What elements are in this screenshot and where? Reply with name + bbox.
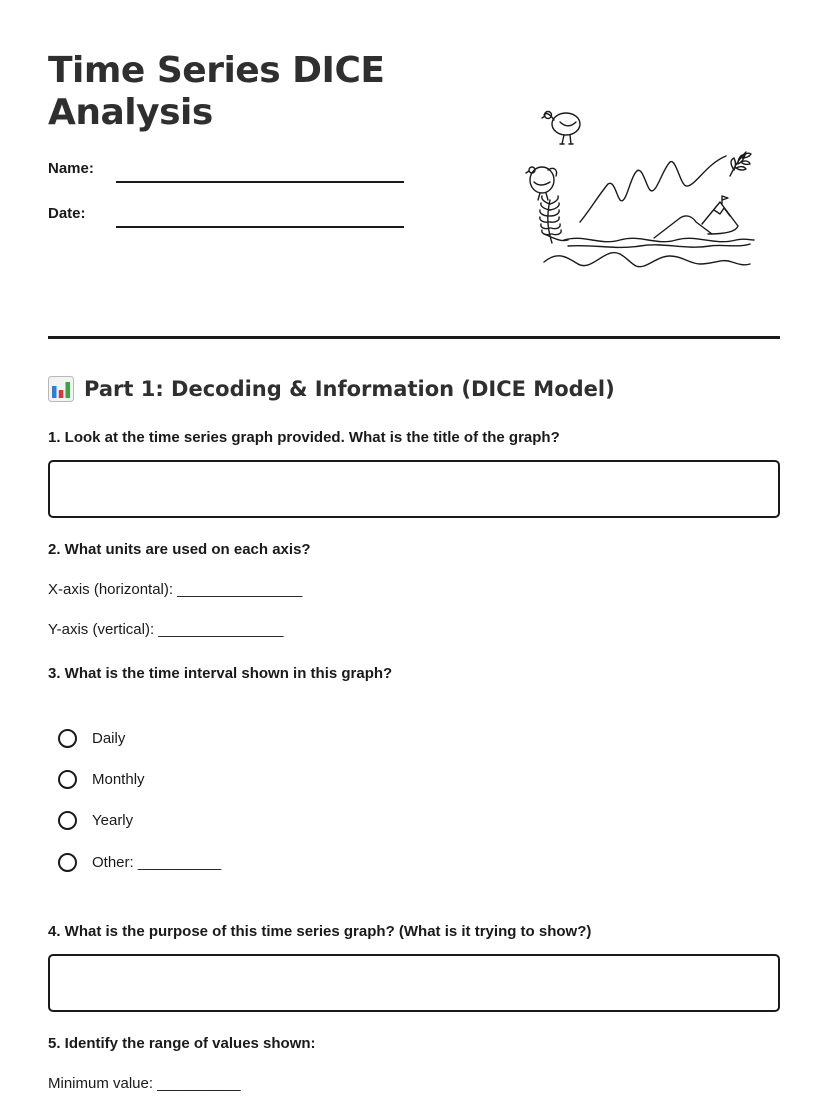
worksheet-title: Time Series DICE Analysis [48, 50, 385, 133]
question-3: 3. What is the time interval shown in this graph? [48, 665, 393, 682]
question-4: 4. What is the purpose of this time series graph? (What is it trying to show?) [48, 923, 592, 940]
question-2: 2. What units are used on each axis? [48, 541, 311, 558]
worksheet-page [48, 0, 780, 1118]
question-1: 1. Look at the time series graph provided. What is the title of the graph? [48, 429, 560, 446]
part-1-heading [48, 372, 615, 406]
radio-label: Monthly [92, 770, 145, 788]
part-1-heading-text: Part 1: Decoding & Information (DICE Model) [84, 377, 615, 401]
question-5: 5. Identify the range of values shown: [48, 1035, 316, 1052]
radio-circle-icon[interactable] [58, 853, 77, 872]
bar-chart-icon [48, 376, 74, 402]
date-field [48, 205, 408, 229]
question-4-answer-box[interactable] [48, 954, 780, 1012]
date-input-line[interactable] [116, 226, 404, 228]
radio-label: Daily [92, 729, 126, 747]
name-field [48, 160, 408, 184]
radio-circle-icon[interactable] [58, 811, 77, 830]
landscape-doodle-icon [524, 100, 760, 275]
minimum-value-prompt[interactable]: Minimum value: __________ [48, 1075, 241, 1092]
name-input-line[interactable] [116, 181, 404, 183]
section-divider [48, 336, 780, 339]
date-label: Date: [48, 205, 86, 222]
radio-option-monthly[interactable] [58, 766, 145, 792]
radio-option-other[interactable] [58, 849, 221, 875]
radio-option-daily[interactable] [58, 725, 125, 751]
radio-circle-icon[interactable] [58, 770, 77, 789]
question-1-answer-box[interactable] [48, 460, 780, 518]
radio-label: Other: __________ [92, 853, 222, 871]
radio-circle-icon[interactable] [58, 729, 77, 748]
radio-option-yearly[interactable] [58, 807, 133, 833]
radio-label: Yearly [92, 811, 134, 829]
x-axis-units-prompt[interactable]: X-axis (horizontal): _______________ [48, 581, 303, 598]
name-label: Name: [48, 160, 94, 177]
y-axis-units-prompt[interactable]: Y-axis (vertical): _______________ [48, 621, 284, 638]
